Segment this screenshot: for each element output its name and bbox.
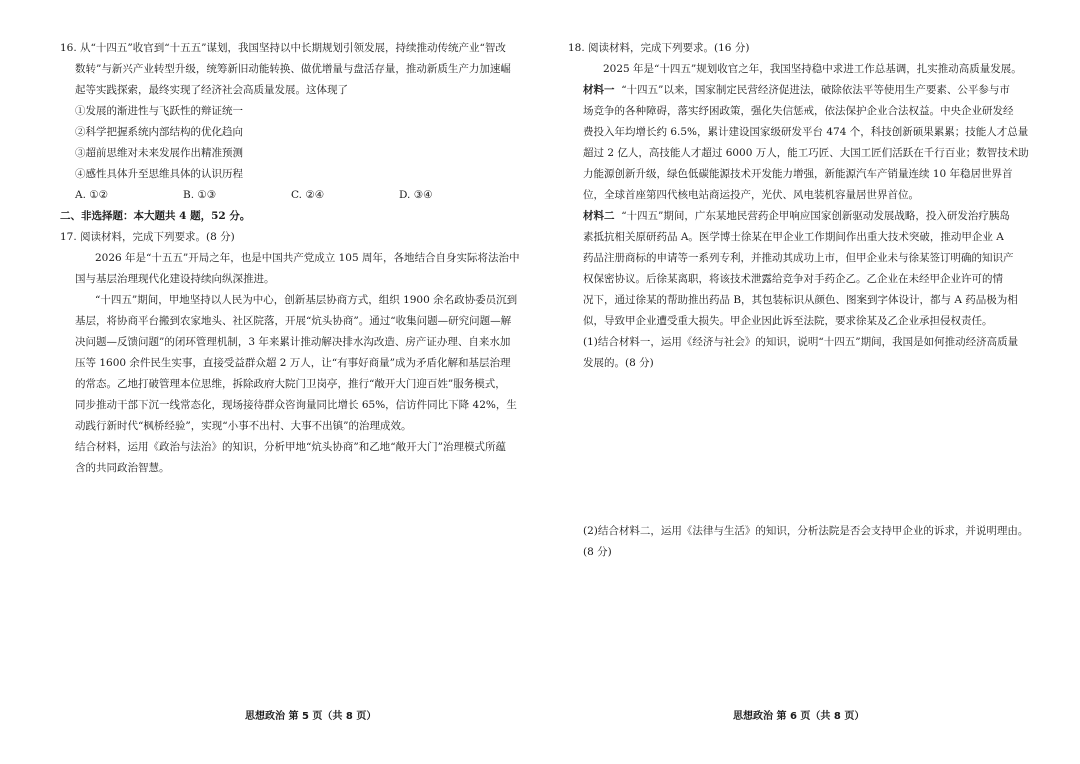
material-2-line: 素抵抗相关原研药品 A。医学博士徐某在甲企业工作期间作出重大技术突破，推动甲企业 A — [583, 231, 1004, 243]
material-1-line: 超过 2 亿人，高技能人才超过 6000 万人，能工巧匠、大国工匠们活跃在千行百业；数智技术助 — [583, 147, 1029, 159]
q17-para2-line: 的常态。乙地打破管理本位思维，拆除政府大院门卫岗亭，推行“敞开大门迎百姓”服务模式， — [75, 378, 506, 390]
q17-para2-line: 动践行新时代“枫桥经验”，实现“小事不出村、大事不出镇”的治理成效。 — [75, 420, 412, 432]
q18-sub1-line: (1)结合材料一，运用《经济与社会》的知识，说明“十四五”期间，我国是如何推动经济高质量 — [583, 336, 1019, 348]
choice-d: D. ③④ — [399, 189, 433, 201]
page-footer-left: 思想政治 第 5 页（共 8 页） — [245, 711, 377, 722]
choice-b: B. ①③ — [183, 189, 217, 201]
material-1-line-1 — [568, 80, 1030, 101]
material-1-line: 费投入年均增长约 6.5%，累计建设国家级研发平台 474 个，科技创新硕果累累；技能人才总量 — [583, 126, 1029, 138]
material-2-line: 权保密协议。后徐某离职，将该技术泄露给竞争对手药企乙。乙企业在未经甲企业许可的情 — [583, 273, 1003, 285]
q17-para1-line: 2026 年是“十五五”开局之年，也是中国共产党成立 105 周年，各地结合自身实际将法治中 — [95, 252, 520, 264]
material-2-text: “十四五”期间，广东某地民营药企甲响应国家创新驱动发展战略，投入研发治疗胰岛 — [621, 210, 1010, 222]
q16-choices — [60, 185, 520, 206]
material-1-text: “十四五”以来，国家制定民营经济促进法，破除依法平等使用生产要素、公平参与市 — [621, 84, 1010, 96]
section-2-title: 二、非选择题：本大题共 4 题，52 分。 — [60, 210, 251, 222]
material-1-line: 场竞争的各种障碍，落实纾困政策，强化失信惩戒，依法保护企业合法权益。中央企业研发经 — [583, 105, 1014, 117]
answer-space — [568, 374, 1030, 521]
q17-para2-line: “十四五”期间，甲地坚持以人民为中心，创新基层协商方式，组织 1900 余名政协委员沉到 — [95, 294, 518, 306]
page-left — [60, 38, 520, 479]
q17-para2-line: 决问题—反馈问题”的闭环管理机制，3 年来累计推动解决排水沟改造、房产证办理、自来水加 — [75, 336, 511, 348]
page-right — [568, 38, 1030, 563]
q18-intro: 2025 年是“十四五”规划收官之年，我国坚持稳中求进工作总基调，扎实推动高质量发展。 — [603, 63, 1022, 75]
q16-stem-line: 16. 从“十四五”收官到“十五五”谋划，我国坚持以中长期规划引领发展，持续推动传统产业“智改 — [60, 42, 506, 54]
q18-sub2-line: (2)结合材料二，运用《法律与生活》的知识，分析法院是否会支持甲企业的诉求，并说明理由。 — [583, 525, 1029, 537]
q18-sub1-line: 发展的。(8 分) — [583, 357, 654, 369]
material-2-line-1 — [568, 206, 1030, 227]
q17-para2-line: 同步推动干部下沉一线常态化，现场接待群众咨询量同比增长 65%，信访件同比下降 42%，生 — [75, 399, 517, 411]
q16-option: ②科学把握系统内部结构的优化趋向 — [75, 126, 243, 138]
material-1-line: 力能源创新升级，绿色低碳能源技术开发能力增强，新能源汽车产销量连续 10 年稳居世界首 — [583, 168, 1013, 180]
q17-para1-line: 国与基层治理现代化建设持续向纵深推进。 — [75, 273, 275, 285]
q17-head: 17. 阅读材料，完成下列要求。(8 分) — [60, 231, 235, 243]
question-17 — [60, 227, 520, 479]
material-1-label: 材料一 — [583, 84, 615, 96]
material-2-line: 药品注册商标的申请等一系列专利，并推动其成功上市，但甲企业未与徐某签订明确的知识产 — [583, 252, 1014, 264]
q16-option: ①发展的渐进性与飞跃性的辩证统一 — [75, 105, 243, 117]
q16-stem-line: 起等实践探索，最终实现了经济社会高质量发展。这体现了 — [75, 84, 348, 96]
question-16 — [60, 38, 520, 206]
q17-para2-line: 压等 1600 余件民生实事，直接受益群众超 2 万人，让“有事好商量”成为矛盾化解和基层治理 — [75, 357, 511, 369]
q17-task-line: 结合材料，运用《政治与法治》的知识，分析甲地“炕头协商”和乙地“敞开大门”治理模式所蕴 — [75, 441, 506, 453]
choice-c: C. ②④ — [291, 189, 325, 201]
q16-option: ④感性具体升至思维具体的认识历程 — [75, 168, 243, 180]
q18-sub2-line: (8 分) — [583, 546, 612, 558]
material-2-label: 材料二 — [583, 210, 615, 222]
q17-task-line: 含的共同政治智慧。 — [75, 462, 170, 474]
material-2-line: 似，导致甲企业遭受重大损失。甲企业因此诉至法院，要求徐某及乙企业承担侵权责任。 — [583, 315, 993, 327]
choice-a: A. ①② — [75, 189, 109, 201]
q17-para2-line: 基层，将协商平台搬到农家地头、社区院落，开展“炕头协商”。通过“收集问题—研究问题—解 — [75, 315, 512, 327]
question-18 — [568, 38, 1030, 563]
material-2-line: 况下，通过徐某的帮助推出药品 B，其包装标识从颜色、图案到字体设计，都与 A 药品极为相 — [583, 294, 1018, 306]
q16-option: ③超前思维对未来发展作出精准预测 — [75, 147, 243, 159]
page-footer-right: 思想政治 第 6 页（共 8 页） — [733, 711, 865, 722]
material-1-line: 位，全球首座第四代核电站商运投产，光伏、风电装机容量居世界首位。 — [583, 189, 919, 201]
q16-stem-line: 数转”与新兴产业转型升级，统筹新旧动能转换、做优增量与盘活存量，推动新质生产力加速崛 — [75, 63, 511, 75]
q18-head: 18. 阅读材料，完成下列要求。(16 分) — [568, 42, 750, 54]
